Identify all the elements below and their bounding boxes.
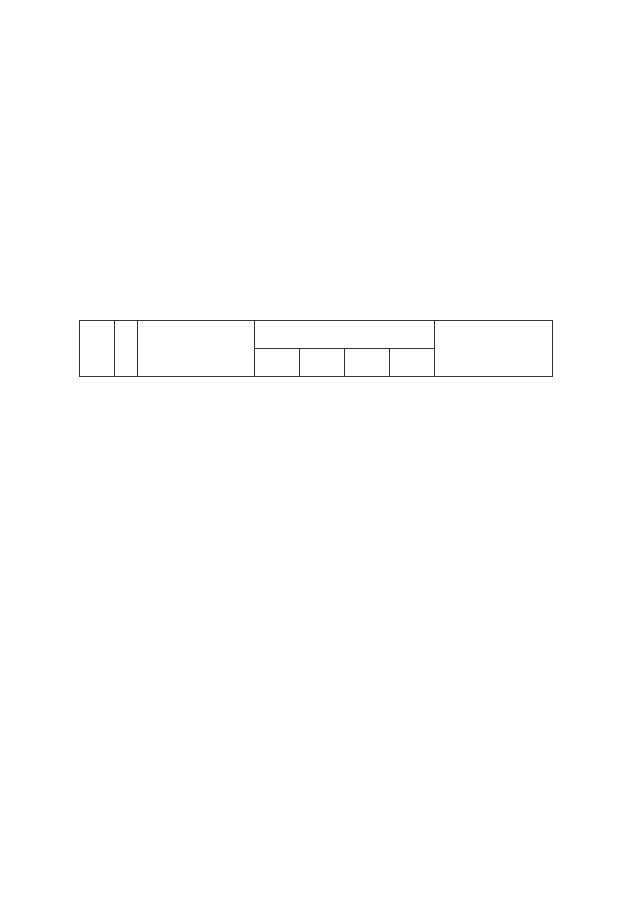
header-weekday xyxy=(115,321,138,377)
header-date xyxy=(80,321,115,377)
date-line xyxy=(392,149,450,161)
sub-special xyxy=(345,349,390,377)
table-break-wave xyxy=(76,487,556,509)
addressee xyxy=(91,186,103,198)
header-events xyxy=(138,321,255,377)
sub-normal xyxy=(255,349,300,377)
header-remarks xyxy=(435,321,553,377)
plan-table xyxy=(79,320,553,377)
header-schedule-type xyxy=(255,321,435,349)
sub-suspend xyxy=(390,349,435,377)
sub-saturday xyxy=(300,349,345,377)
month-line xyxy=(487,296,499,308)
